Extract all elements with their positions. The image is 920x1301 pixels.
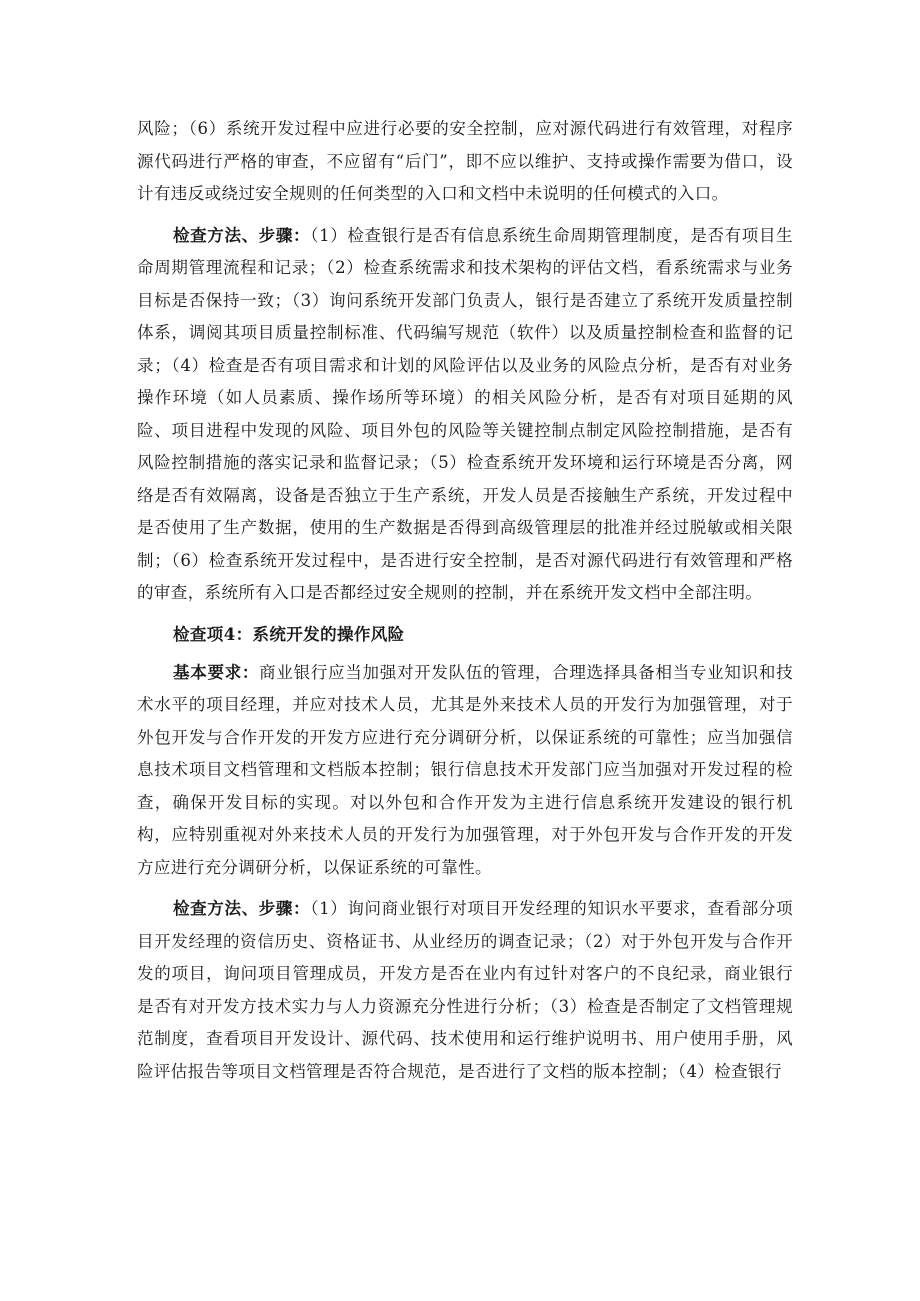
paragraph-basic-requirements xyxy=(137,657,793,885)
paragraph-risk-continuation xyxy=(137,113,793,211)
paragraph-text: 商业银行应当加强对开发队伍的管理，合理选择具备相当专业知识和技术水平的项目经理，并应对技术人员，尤其是外来技术人员的开发行为加强管理，对于外包开发与合作开发的开发方应进行充分调研分析，以保证系统的可靠性；应当加强信息技术项目文档管理和文档版本控制；银行信息技术开发部门应当加强对开发过程的检查，确保开发目标的实现。对以外包和合作开发为主进行信息系统开发建设的银行机构，应特别重视对外来技术人员的开发行为加强管理，对于外包开发与合作开发的开发方应进行充分调研分析，以保证系统的可靠性。 xyxy=(137,662,793,877)
paragraph-lead: 基本要求： xyxy=(173,662,260,682)
paragraph-text: 风险；（6）系统开发过程中应进行必要的安全控制，应对源代码进行有效管理，对程序源代码进行严格的审查，不应留有“后门”，即不应以维护、支持或操作需要为借口，设计有违反或绕过安全规则的任何类型的入口和文档中未说明的任何模式的入口。 xyxy=(137,119,793,203)
paragraph-inspection-steps-2 xyxy=(137,893,793,1088)
paragraph-inspection-steps-1 xyxy=(137,220,793,610)
paragraph-lead: 检查方法、步骤： xyxy=(173,225,311,245)
paragraph-text: （1）询问商业银行对项目开发经理的知识水平要求，查看部分项目开发经理的资信历史、资格证书、从业经历的调查记录；（2）对于外包开发与合作开发的项目，询问项目管理成员，开发方是否在业内有过针对客户的不良纪录，商业银行是否有对开发方技术实力与人力资源充分性进行分析；（3）检查是否制定了文档管理规范制度，查看项目开发设计、源代码、技术使用和运行维护说明书、用户使用手册，风险评估报告等项目文档管理是否符合规范，是否进行了文档的版本控制；（4）检查银行 xyxy=(137,899,793,1081)
paragraph-text: （1）检查银行是否有信息系统生命周期管理制度，是否有项目生命周期管理流程和记录；（2）检查系统需求和技术架构的评估文档，看系统需求与业务目标是否保持一致；（3）询问系统开发部门负责人，银行是否建立了系统开发质量控制体系，调阅其项目质量控制标准、代码编写规范（软件）以及质量控制检查和监督的记录；（4）检查是否有项目需求和计划的风险评估以及业务的风险点分析，是否有对业务操作环境（如人员素质、操作场所等环境）的相关风险分析，是否有对项目延期的风险、项目进程中发现的风险、项目外包的风险等关键控制点制定风险控制措施，是否有风险控制措施的落实记录和监督记录；（5）检查系统开发环境和运行环境是否分离，网络是否有效隔离，设备是否独立于生产系统，开发人员是否接触生产系统，开发过程中是否使用了生产数据，使用的生产数据是否得到高级管理层的批准并经过脱敏或相关限制；（6）检查系统开发过程中，是否进行安全控制，是否对源代码进行有效管理和严格的审查，系统所有入口是否都经过安全规则的控制，并在系统开发文档中全部注明。 xyxy=(137,225,793,602)
paragraph-lead: 检查方法、步骤： xyxy=(173,899,311,918)
section-heading: 检查项4：系统开发的操作风险 xyxy=(173,624,405,644)
